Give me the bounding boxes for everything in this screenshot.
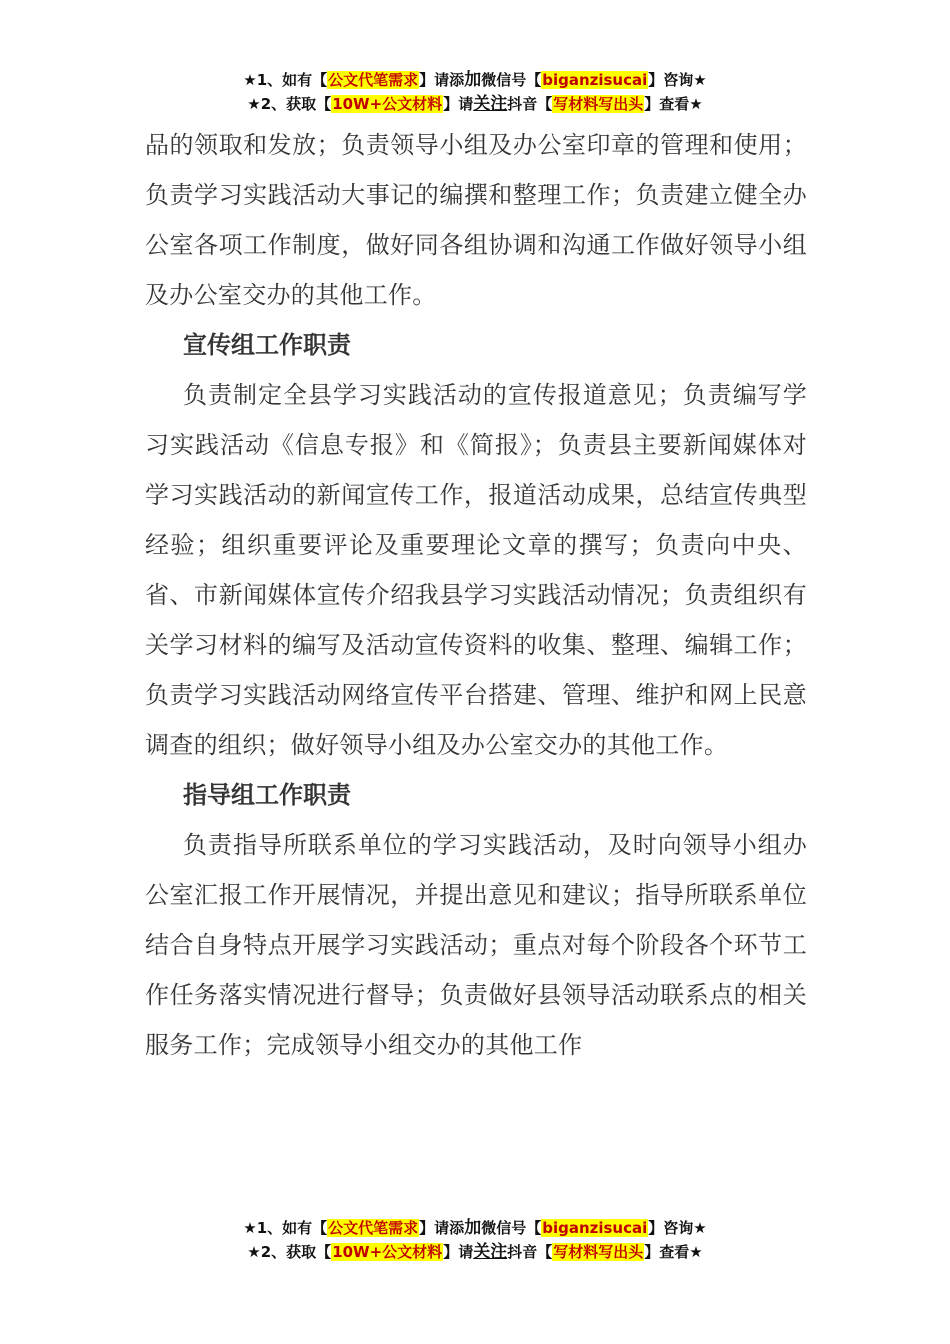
highlight-service: 公文代笔需求 [328,71,419,89]
star-icon: ★ [243,1219,257,1237]
paragraph-publicity-duties: 负责制定全县学习实践活动的宣传报道意见；负责编写学习实践活动《信息专报》和《简报》；负责县主要新闻媒体对学习实践活动的新闻宣传工作，报道活动成果，总结宣传典型经验；组织重要评论及重要理论文章的撰写；负责向中央、省、市新闻媒体宣传介绍我县学习实践活动情况；负责组织有关学习材料的编写及活动宣传资料的收集、整理、编辑工作；负责学习实践活动网络宣传平台搭建、管理、维护和网上民意调查的组织；做好领导小组及办公室交办的其他工作。 [145,381,807,759]
footer-banner [0,1216,950,1264]
star-icon: ★ [243,71,257,89]
banner-line-2: ★2、获取【10W+公文材料】请关注抖音【写材料写出头】查看★ [247,1242,703,1262]
heading-publicity-group: 宣传组工作职责 [183,331,351,359]
highlight-materials: 10W+公文材料 [332,95,443,113]
star-icon: ★ [693,1219,707,1237]
highlight-materials: 10W+公文材料 [332,1243,443,1261]
banner-line-2: ★2、获取【10W+公文材料】请关注抖音【写材料写出头】查看★ [247,94,703,114]
header-banner [0,68,950,116]
highlight-wechat-id: biganzisucai [542,71,648,89]
highlight-service: 公文代笔需求 [328,1219,419,1237]
banner-line-1: ★1、如有【公文代笔需求】请添加微信号【biganzisucai】咨询★ [243,1218,707,1238]
document-body [145,120,807,1070]
heading-guidance-group: 指导组工作职责 [183,781,351,809]
star-icon: ★ [247,1243,261,1261]
star-icon: ★ [693,71,707,89]
star-icon: ★ [689,95,703,113]
highlight-douyin-account: 写材料写出头 [553,1243,644,1261]
banner-line-1: ★1、如有【公文代笔需求】请添加微信号【biganzisucai】咨询★ [243,70,707,90]
paragraph-office-duties-continued: 品的领取和发放；负责领导小组及办公室印章的管理和使用；负责学习实践活动大事记的编撰和整理工作；负责建立健全办公室各项工作制度，做好同各组协调和沟通工作做好领导小组及办公室交办的其他工作。 [145,131,807,309]
highlight-wechat-id: biganzisucai [542,1219,648,1237]
paragraph-guidance-duties: 负责指导所联系单位的学习实践活动，及时向领导小组办公室汇报工作开展情况，并提出意见和建议；指导所联系单位结合自身特点开展学习实践活动；重点对每个阶段各个环节工作任务落实情况进行督导；负责做好县领导活动联系点的相关服务工作；完成领导小组交办的其他工作 [145,831,807,1059]
star-icon: ★ [247,95,261,113]
highlight-douyin-account: 写材料写出头 [553,95,644,113]
star-icon: ★ [689,1243,703,1261]
